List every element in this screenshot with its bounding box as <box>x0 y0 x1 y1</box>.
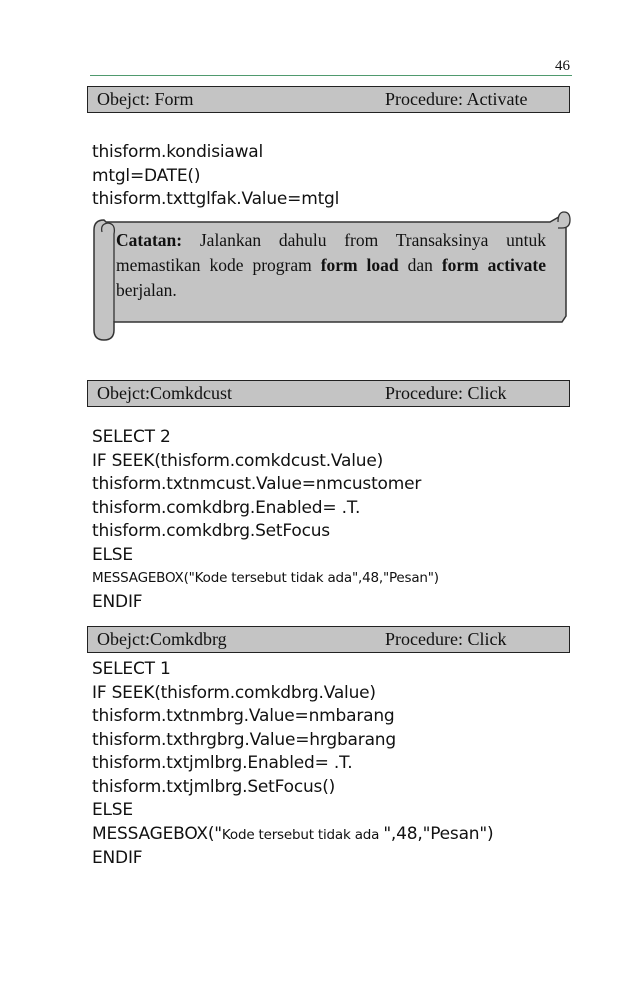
messagebox-title: Pesan <box>430 823 480 844</box>
page-number: 46 <box>555 58 570 74</box>
code-line: ENDIF <box>92 591 143 612</box>
code-line-messagebox <box>92 823 493 848</box>
code-line: IF SEEK(thisform.comkdbrg.Value) <box>92 682 376 703</box>
object-header-form <box>87 86 570 113</box>
messagebox-suffix: ") <box>479 823 494 844</box>
code-line: SELECT 2 <box>92 427 171 447</box>
code-line: thisform.comkdbrg.SetFocus <box>92 521 330 541</box>
code-line: thisform.kondisiawal <box>92 142 264 162</box>
code-line: thisform.txtnmcust.Value=nmcustomer <box>92 474 422 494</box>
object-header-comkdcust <box>87 380 570 407</box>
note-text <box>116 228 546 303</box>
code-block-comkdcust-click <box>92 426 439 614</box>
code-line: thisform.txthrgbrg.Value=hrgbarang <box>92 729 396 750</box>
object-label: Obejct:Comkdcust <box>97 383 232 403</box>
code-block-comkdbrg-click <box>92 658 493 871</box>
object-label: Obejct:Comkdbrg <box>97 629 227 649</box>
code-line: thisform.comkdbrg.Enabled= .T. <box>92 497 361 518</box>
object-label: Obejct: Form <box>97 89 194 109</box>
procedure-label: Procedure: Click <box>385 383 507 403</box>
procedure-label: Procedure: Click <box>385 629 507 649</box>
code-line: thisform.txttglfak.Value=mtgl <box>92 189 340 209</box>
code-line: thisform.txtjmlbrg.SetFocus() <box>92 776 336 797</box>
note-text-part: berjalan. <box>116 280 177 300</box>
note-text-part: dan <box>398 255 442 275</box>
code-line: mtgl=DATE() <box>92 165 201 186</box>
note-bold-part: form load <box>320 255 399 275</box>
messagebox-message: Kode tersebut tidak ada <box>221 826 384 843</box>
code-line: thisform.txtnmbrg.Value=nmbarang <box>92 706 395 726</box>
messagebox-middle: ",48," <box>383 823 431 844</box>
messagebox-prefix: MESSAGEBOX(" <box>92 823 222 844</box>
procedure-label: Procedure: Activate <box>385 89 528 109</box>
object-header-comkdbrg <box>87 626 570 653</box>
code-line: IF SEEK(thisform.comkdcust.Value) <box>92 450 384 471</box>
code-line: MESSAGEBOX("Kode tersebut tidak ada",48,"Pesan") <box>92 570 439 586</box>
note-label: Catatan: <box>116 230 183 250</box>
code-line: ENDIF <box>92 848 143 868</box>
note-text-part: Jalankan dahulu from Transaksinya untuk memastikan kode program <box>116 230 546 275</box>
code-line: thisform.txtjmlbrg.Enabled= .T. <box>92 753 353 773</box>
note-bold-part: form activate <box>441 255 546 275</box>
code-block-form-activate <box>92 141 339 212</box>
code-line: ELSE <box>92 800 133 820</box>
code-line: SELECT 1 <box>92 659 171 679</box>
code-line: ELSE <box>92 544 133 565</box>
header-rule <box>90 75 572 76</box>
